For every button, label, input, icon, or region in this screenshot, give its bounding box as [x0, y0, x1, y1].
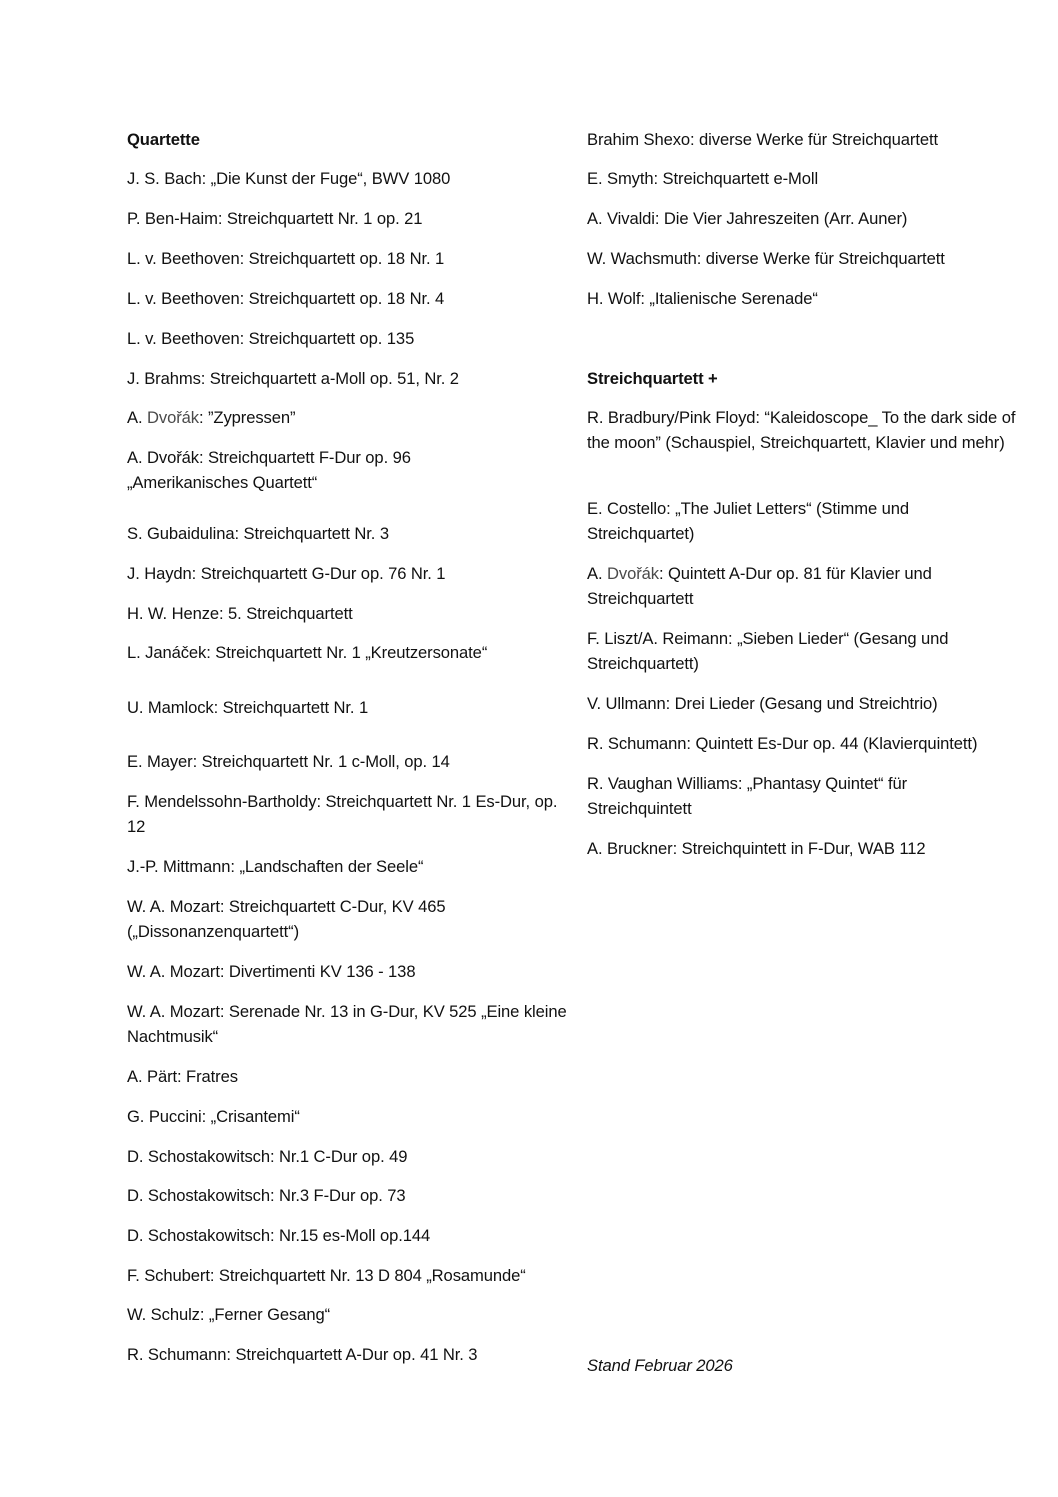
list-item: J. Haydn: Streichquartett G-Dur op. 76 Nr. 1 [127, 564, 446, 583]
list-item: L. v. Beethoven: Streichquartett op. 18 Nr. 1 [127, 249, 445, 268]
footer-date: Stand Februar 2026 [587, 1356, 733, 1375]
list-item: P. Ben-Haim: Streichquartett Nr. 1 op. 21 [127, 209, 423, 228]
list-item: D. Schostakowitsch: Nr.15 es-Moll op.144 [127, 1226, 431, 1245]
list-item: R. Schumann: Streichquartett A-Dur op. 41 Nr. 3 [127, 1345, 478, 1364]
list-item: R. Vaughan Williams: „Phantasy Quintet“ für Streichquintett [587, 774, 908, 818]
list-item: E. Smyth: Streichquartett e-Moll [587, 169, 819, 188]
list-item: W. A. Mozart: Divertimenti KV 136 - 138 [127, 962, 416, 981]
list-item: R. Schumann: Quintett Es-Dur op. 44 (Klavierquintett) [587, 734, 978, 753]
list-item: W. A. Mozart: Serenade Nr. 13 in G-Dur, KV 525 „Eine kleine Nachtmusik“ [127, 1002, 567, 1046]
list-item: A. Bruckner: Streichquintett in F-Dur, WAB 112 [587, 839, 926, 858]
list-item: A. Dvořák: Streichquartett F-Dur op. 96 „Amerikanisches Quartett“ [127, 448, 411, 492]
list-item: V. Ullmann: Drei Lieder (Gesang und Streichtrio) [587, 694, 938, 713]
list-item [127, 405, 572, 430]
list-item: J.-P. Mittmann: „Landschaften der Seele“ [127, 857, 424, 876]
list-item: H. Wolf: „Italienische Serenade“ [587, 289, 818, 308]
composer-name: Dvořák [147, 408, 199, 427]
list-item: R. Bradbury/Pink Floyd: “Kaleidoscope_ To the dark side of the moon” (Schauspiel, Streichquartett, Klavier und mehr) [587, 408, 1016, 452]
list-item: W. A. Mozart: Streichquartett C-Dur, KV 465 („Dissonanzenquartett“) [127, 897, 446, 941]
list-item: E. Costello: „The Juliet Letters“ (Stimme und Streichquartet) [587, 499, 909, 543]
list-item: L. Janáček: Streichquartett Nr. 1 „Kreutzersonate“ [127, 643, 488, 662]
list-item: E. Mayer: Streichquartett Nr. 1 c-Moll, op. 14 [127, 752, 450, 771]
list-item: D. Schostakowitsch: Nr.3 F-Dur op. 73 [127, 1186, 406, 1205]
list-item: H. W. Henze: 5. Streichquartett [127, 604, 353, 623]
item-rest: : Quintett A-Dur op. 81 für Klavier und Streichquartett [587, 564, 932, 608]
list-item: F. Mendelssohn-Bartholdy: Streichquartett Nr. 1 Es-Dur, op. 12 [127, 792, 558, 836]
list-item: Brahim Shexo: diverse Werke für Streichquartett [587, 130, 938, 149]
list-item: A. Pärt: Fratres [127, 1067, 238, 1086]
list-item: L. v. Beethoven: Streichquartett op. 18 Nr. 4 [127, 289, 445, 308]
list-item: J. Brahms: Streichquartett a-Moll op. 51, Nr. 2 [127, 369, 459, 388]
list-item: J. S. Bach: „Die Kunst der Fuge“, BWV 1080 [127, 169, 451, 188]
list-item: S. Gubaidulina: Streichquartett Nr. 3 [127, 524, 389, 543]
list-item: D. Schostakowitsch: Nr.1 C-Dur op. 49 [127, 1147, 408, 1166]
list-item: W. Wachsmuth: diverse Werke für Streichquartett [587, 249, 945, 268]
item-prefix: A. [127, 408, 147, 427]
list-item: A. Vivaldi: Die Vier Jahreszeiten (Arr. Auner) [587, 209, 908, 228]
list-item: U. Mamlock: Streichquartett Nr. 1 [127, 698, 369, 717]
item-prefix: A. [587, 564, 607, 583]
list-item: F. Schubert: Streichquartett Nr. 13 D 804 „Rosamunde“ [127, 1266, 526, 1285]
section-heading-streichquartett-plus: Streichquartett + [587, 369, 718, 388]
list-item: G. Puccini: „Crisantemi“ [127, 1107, 300, 1126]
section-heading-quartette: Quartette [127, 130, 200, 149]
list-item: W. Schulz: „Ferner Gesang“ [127, 1305, 331, 1324]
item-rest: : ”Zypressen” [198, 408, 296, 427]
list-item [587, 561, 987, 611]
composer-name: Dvořák [607, 564, 659, 583]
list-item: L. v. Beethoven: Streichquartett op. 135 [127, 329, 415, 348]
list-item: F. Liszt/A. Reimann: „Sieben Lieder“ (Gesang und Streichquartett) [587, 629, 949, 673]
